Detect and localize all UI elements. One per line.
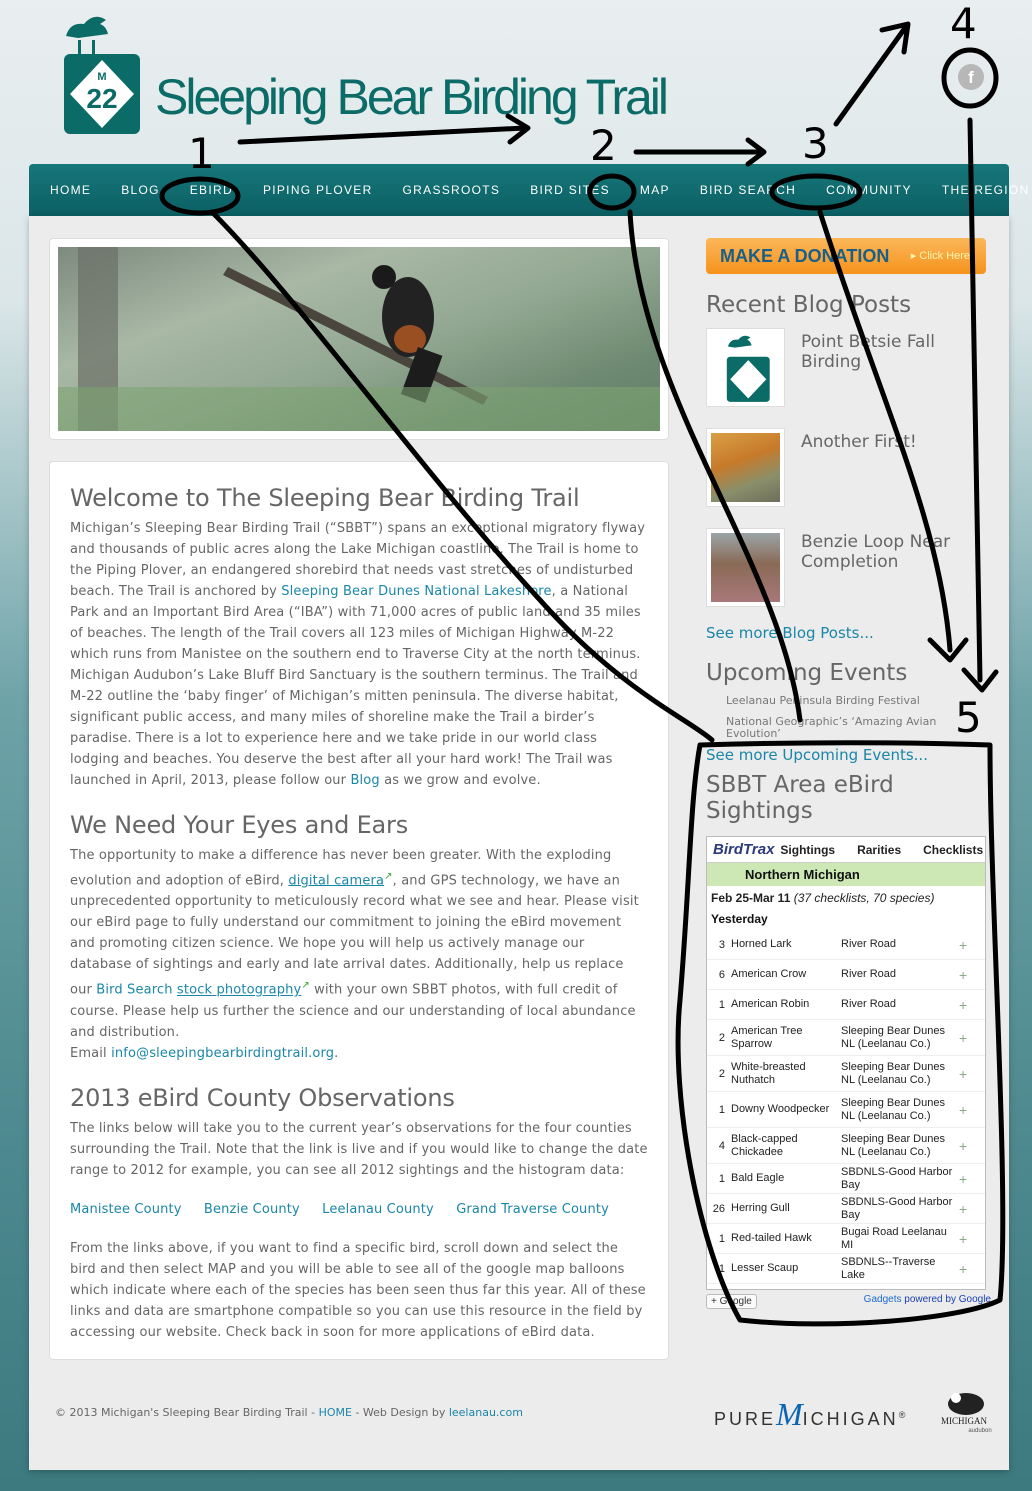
nav-home[interactable]: HOME <box>50 183 92 197</box>
sighting-row[interactable] <box>707 1056 985 1092</box>
nav-map[interactable]: MAP <box>639 183 670 197</box>
sighting-species[interactable]: American Crow <box>731 968 807 980</box>
sighting-row[interactable] <box>707 1092 985 1128</box>
footer-designer-link[interactable]: leelanau.com <box>448 1406 523 1419</box>
nav-ebird[interactable]: EBIRD <box>189 183 233 197</box>
sighting-location[interactable]: SBDNLS--Traverse Lake <box>841 1255 936 1281</box>
sighting-row[interactable] <box>707 1224 985 1254</box>
expand-plus-icon[interactable]: + <box>959 1101 968 1118</box>
expand-plus-icon[interactable]: + <box>959 996 968 1013</box>
blog-post-item[interactable] <box>706 328 991 418</box>
expand-plus-icon[interactable]: + <box>959 936 968 953</box>
gadget-footer: + Google Gadgets powered by Google <box>706 1294 991 1309</box>
ebird-heading: SBBT Area eBird Sightings <box>706 772 894 824</box>
sighting-count: 2 <box>718 1031 725 1044</box>
eyes-heading: We Need Your Eyes and Ears <box>70 811 409 839</box>
bird-search-link[interactable]: Bird Search <box>96 982 173 998</box>
sighting-species[interactable]: Bald Eagle <box>731 1172 785 1184</box>
post-thumbnail[interactable] <box>706 428 785 507</box>
birdtrax-logo[interactable]: BirdTrax <box>713 841 775 858</box>
annotation-label: 1 <box>188 129 215 178</box>
welcome-heading: Welcome to The Sleeping Bear Birding Trail <box>70 484 580 512</box>
annotation-label: 2 <box>590 121 617 170</box>
sighting-count: 1 <box>718 998 725 1011</box>
sighting-row[interactable] <box>707 930 985 960</box>
svg-text:22: 22 <box>86 83 118 114</box>
blog-post-item[interactable] <box>706 428 991 518</box>
sighting-row[interactable] <box>707 960 985 990</box>
svg-text:M: M <box>97 71 107 83</box>
sighting-location[interactable]: Sleeping Bear Dunes NL (Leelanau Co.) <box>841 1060 945 1086</box>
more-blog-posts-link[interactable]: See more Blog Posts... <box>706 624 874 642</box>
sighting-species[interactable]: American Tree Sparrow <box>731 1024 803 1050</box>
sighting-location[interactable]: SBDNLS-Good Harbor Bay <box>841 1165 953 1191</box>
post-thumbnail[interactable] <box>706 528 785 607</box>
birdtrax-widget <box>706 836 986 1290</box>
pure-michigan-logo[interactable]: PUREMICHIGAN® <box>714 1396 909 1432</box>
annotation-label: 5 <box>955 693 982 742</box>
county-heading: 2013 eBird County Observations <box>70 1083 455 1112</box>
sighting-species[interactable]: Black-capped Chickadee <box>731 1132 798 1158</box>
nav-the-region[interactable]: THE REGION <box>941 183 1030 197</box>
sightings-list <box>707 930 985 1284</box>
sighting-row[interactable] <box>707 1254 985 1284</box>
eyes-paragraph: The opportunity to make a difference has never been greater. With the exploding evolution and adoption of eBird, digital camera↗, and GPS technology, we have an unprecedented opportunity to meticulously record what we see and hear. Please visit our eBird page to fully understand our commitment to joining the eBird movement and promoting citizen science. We hope you will help us actively manage our database of sightings and early and late arrival dates. Additionally, help us replace our Bird Search stock photography↗ with your own SBBT photos, with full credit of course. Please help us further the science and our understanding of local abundance and distribution. Email info@sleepingbearbirdingtrail.org. <box>70 848 639 1061</box>
nav-bird-sites[interactable]: BIRD SITES <box>530 183 610 197</box>
expand-plus-icon[interactable]: + <box>959 1260 968 1277</box>
svg-text:MICHIGAN: MICHIGAN <box>941 1416 987 1426</box>
nav-piping-plover[interactable]: PIPING PLOVER <box>262 183 373 197</box>
blog-link[interactable]: Blog <box>350 773 380 788</box>
sighting-location[interactable]: Sleeping Bear Dunes NL (Leelanau Co.) <box>841 1132 945 1158</box>
tab-checklists[interactable]: Checklists <box>923 842 984 857</box>
expand-plus-icon[interactable]: + <box>959 1065 968 1082</box>
sighting-count: 26 <box>712 1202 725 1215</box>
sighting-row[interactable] <box>707 990 985 1020</box>
county-links <box>70 1199 648 1220</box>
lakeshore-link[interactable]: Sleeping Bear Dunes National Lakeshore <box>281 584 552 599</box>
facebook-icon[interactable]: f <box>958 64 984 90</box>
post-thumbnail[interactable] <box>706 328 785 407</box>
svg-text:audubon: audubon <box>968 1428 992 1434</box>
michigan-audubon-logo[interactable] <box>934 1388 994 1434</box>
sighting-species[interactable]: Lesser Scaup <box>731 1262 799 1274</box>
sighting-location[interactable]: Sleeping Bear Dunes NL (Leelanau Co.) <box>841 1096 945 1122</box>
welcome-paragraph: Michigan’s Sleeping Bear Birding Trail (“SBBT”) spans an exceptional migratory flyway and thousands of public acres along the Lake Michigan coastline. The Trail is home to the Piping Plover, an endangered shorebird that needs vast stretches of undisturbed beach. The Trail is anchored by Sleeping Bear Dunes National Lakeshore, a National Park and an Important Bird Area (“IBA”) with 71,000 acres of public land and 35 miles of beaches. The length of the Trail covers all 123 miles of Michigan Highway M-22 which runs from Manistee on the southern end to Traverse City at the north terminus. Michigan Audubon’s Lake Bluff Bird Sanctuary is the southern terminus. The Trail and M-22 outline the ‘baby finger’ of Michigan’s mitten peninsula. The diverse habitat, significant public access, and many miles of shoreline make the Trail a birder’s paradise. There is a lot to experience here and we take pride in our world class lodging and beaches. You deserve the best after all your hard work! The Trail was launched in April, 2013, please follow our Blog as we grow and evolve. <box>70 521 646 788</box>
nav-blog[interactable]: BLOG <box>121 183 160 197</box>
expand-plus-icon[interactable]: + <box>959 1137 968 1154</box>
sighting-row[interactable] <box>707 1128 985 1164</box>
expand-plus-icon[interactable]: + <box>959 1029 968 1046</box>
email-link[interactable]: info@sleepingbearbirdingtrail.org <box>111 1045 335 1061</box>
sighting-species[interactable]: White-breasted Nuthatch <box>731 1060 806 1086</box>
sighting-count: 6 <box>718 968 725 981</box>
footer-home-link[interactable]: HOME <box>318 1406 352 1419</box>
sighting-location[interactable]: River Road <box>841 968 897 980</box>
nav-grassroots[interactable]: GRASSROOTS <box>402 183 501 197</box>
gadgets-link[interactable]: Gadgets <box>863 1294 902 1305</box>
nav-community[interactable]: COMMUNITY <box>826 183 912 197</box>
footer-copyright: © 2013 Michigan's Sleeping Bear Birding Trail - HOME - Web Design by leelanau.com <box>55 1406 523 1419</box>
sighting-location[interactable]: SBDNLS-Good Harbor Bay <box>841 1195 953 1221</box>
expand-plus-icon[interactable]: + <box>959 966 968 983</box>
sighting-count: 1 <box>718 1262 725 1275</box>
hero-bird-photo <box>58 247 660 431</box>
add-to-google-button[interactable]: + Google <box>706 1294 757 1309</box>
post-title[interactable]: Point Betsie Fall Birding <box>801 332 935 372</box>
donate-button[interactable]: MAKE A DONATION ▸ Click Here <box>706 238 986 274</box>
blog-post-item[interactable] <box>706 528 991 618</box>
post-title[interactable]: Another First! <box>801 432 917 452</box>
main-nav <box>29 164 1030 216</box>
sighting-count: 1 <box>718 1232 725 1245</box>
site-title[interactable]: Sleeping Bear Birding Trail <box>155 69 666 125</box>
sighting-species[interactable]: Herring Gull <box>731 1202 790 1214</box>
sighting-row[interactable] <box>707 1194 985 1224</box>
county-outro: From the links above, if you want to find a specific bird, scroll down and select the bird and then select MAP and you will be able to see all of the google map balloons which indicate where each of the species has been seen thus far this year. All of these links and data are smartphone compatible so you can use this resource in the field by accessing our website. Check back in soon for more applications of eBird data. <box>70 1240 646 1340</box>
expand-plus-icon[interactable]: + <box>959 1170 968 1187</box>
birdtrax-tabs <box>707 837 985 863</box>
sighting-species[interactable]: Horned Lark <box>731 938 792 950</box>
digital-camera-link[interactable]: digital camera <box>288 873 385 889</box>
sighting-species[interactable]: American Robin <box>731 998 810 1010</box>
nav-bird-search[interactable]: BIRD SEARCH <box>699 183 797 197</box>
sighting-location[interactable]: River Road <box>841 998 897 1010</box>
hero-panel <box>49 238 669 440</box>
sighting-species[interactable]: Red-tailed Hawk <box>731 1232 812 1244</box>
sighting-row[interactable] <box>707 1164 985 1194</box>
sidebar <box>706 238 991 1309</box>
birdtrax-day-label: Yesterday <box>711 912 768 926</box>
sighting-location[interactable]: Bugai Road Leelanau MI <box>841 1225 947 1251</box>
manistee-county-link[interactable]: Manistee County <box>70 1201 182 1217</box>
external-link-icon: ↗ <box>384 871 393 882</box>
sighting-count: 1 <box>718 1172 725 1185</box>
expand-plus-icon[interactable]: + <box>959 1230 968 1247</box>
recent-posts-heading: Recent Blog Posts <box>706 292 912 318</box>
tab-rarities[interactable]: Rarities <box>857 842 902 857</box>
grand-traverse-county-link[interactable]: Grand Traverse County <box>456 1201 609 1217</box>
upcoming-events-heading: Upcoming Events <box>706 660 908 686</box>
sighting-species[interactable]: Downy Woodpecker <box>731 1103 830 1115</box>
birdtrax-date-range: Feb 25-Mar 11 (37 checklists, 70 species) <box>711 891 935 905</box>
sighting-row[interactable] <box>707 1020 985 1056</box>
tab-sightings[interactable]: Sightings <box>780 842 836 857</box>
birdtrax-region: Northern Michigan <box>707 863 985 886</box>
sighting-count: 1 <box>718 1103 725 1116</box>
stock-photography-link[interactable]: stock photography <box>176 982 302 998</box>
leelanau-county-link[interactable]: Leelanau County <box>322 1201 434 1217</box>
county-intro: The links below will take you to the current year’s observations for the four counties surrounding the Trail. Note that the link is live and if you would like to change the date range to 2012 for example, you can see all 2012 sightings and the histogram data: <box>70 1120 648 1178</box>
page-body <box>29 216 1009 1470</box>
sighting-location[interactable]: River Road <box>841 938 897 950</box>
benzie-county-link[interactable]: Benzie County <box>203 1201 300 1217</box>
external-link-icon: ↗ <box>301 980 310 992</box>
more-events-link[interactable]: See more Upcoming Events... <box>706 746 928 764</box>
annotation-label: 3 <box>802 119 829 168</box>
site-header <box>0 0 1032 164</box>
sighting-location[interactable]: Sleeping Bear Dunes NL (Leelanau Co.) <box>841 1024 945 1050</box>
event-item[interactable]: Leelanau Peninsula Birding Festival <box>726 694 920 707</box>
event-item[interactable]: National Geographic’s ‘Amazing Avian Evolution’ <box>726 715 937 740</box>
annotation-label: 4 <box>950 0 977 48</box>
sighting-count: 2 <box>718 1067 725 1080</box>
m22-bird-logo[interactable] <box>48 12 148 136</box>
post-title[interactable]: Benzie Loop Near Completion <box>801 532 951 572</box>
main-content <box>49 461 669 1360</box>
sighting-count: 3 <box>718 938 725 951</box>
sighting-count: 4 <box>718 1139 725 1152</box>
expand-plus-icon[interactable]: + <box>959 1200 968 1217</box>
